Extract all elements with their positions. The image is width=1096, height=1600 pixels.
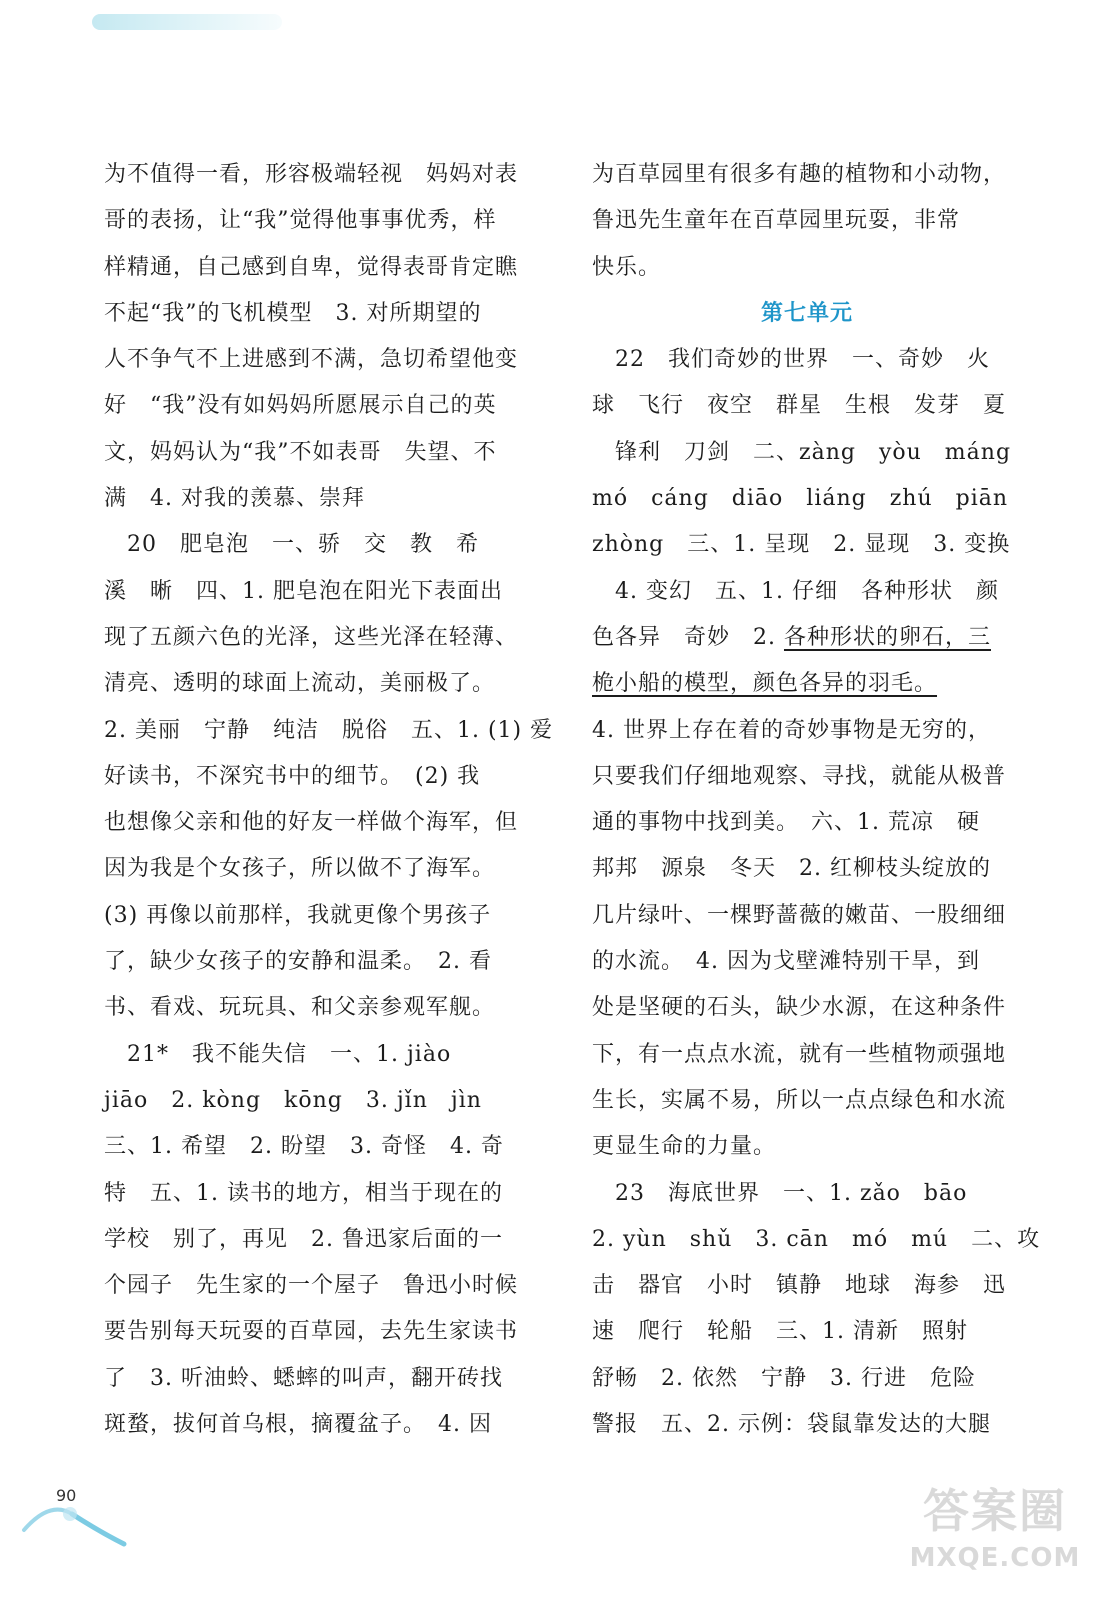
text-line: 学校 别了，再见 2. 鲁迅家后面的一	[104, 1226, 503, 1252]
text-line: 更显生命的力量。	[592, 1134, 777, 1160]
text-line: 鲁迅先生童年在百草园里玩耍，非常	[592, 208, 961, 234]
text-line: 清亮、透明的球面上流动，美丽极了。	[104, 671, 496, 697]
text-line: 锋利 刀剑 二、zàng yòu máng	[592, 439, 1012, 465]
text-line: 了 3. 听油蛉、蟋蟀的叫声，翻开砖找	[104, 1365, 503, 1391]
lesson-20-heading: 20 肥皂泡 一、骄 交 教 希	[104, 532, 479, 558]
watermark-url: MXQE.COM	[909, 1543, 1081, 1573]
header-decoration	[92, 14, 282, 30]
text-line: 也想像父亲和他的好友一样做个海军，但	[104, 810, 519, 836]
text-line: 为不值得一看，形容极端轻视 妈妈对表	[104, 162, 519, 187]
text-line: 三、1. 希望 2. 盼望 3. 奇怪 4. 奇	[104, 1134, 504, 1160]
text-line: 4. 世界上存在着的奇妙事物是无穷的，	[592, 717, 991, 743]
text-span: 色各异 奇妙 2.	[592, 624, 784, 650]
watermark	[900, 1480, 1090, 1590]
text-line: 书、看戏、玩玩具、和父亲参观军舰。	[104, 995, 496, 1021]
text-line: 个园子 先生家的一个屋子 鲁迅小时候	[104, 1273, 519, 1299]
unit-title: 第七单元	[760, 300, 853, 326]
text-line: 文，妈妈认为“我”不如表哥 失望、不	[104, 439, 497, 465]
text-line: 满 4. 对我的羡慕、崇拜	[104, 486, 365, 512]
text-line: 为百草园里有很多有趣的植物和小动物，	[592, 162, 1007, 187]
text-line: 4. 变幻 五、1. 仔细 各种形状 颜	[592, 578, 999, 604]
text-line: 因为我是个女孩子，所以做不了海军。	[104, 856, 496, 882]
text-line: 生长，实属不易，所以一点点绿色和水流	[592, 1087, 1007, 1113]
text-line: 不起“我”的飞机模型 3. 对所期望的	[104, 300, 482, 326]
text-line: zhòng 三、1. 呈现 2. 显现 3. 变换	[592, 532, 1011, 558]
lesson-23-heading: 23 海底世界 一、1. zǎo bāo	[592, 1180, 968, 1206]
text-line: 舒畅 2. 依然 宁静 3. 行进 危险	[592, 1365, 976, 1391]
text-line: 只要我们仔细地观察、寻找，就能从极普	[592, 763, 1007, 789]
text-line: 现了五颜六色的光泽，这些光泽在轻薄、	[104, 624, 519, 650]
underlined-answer-line: 桅小船的模型，颜色各异的羽毛。	[592, 671, 938, 697]
text-line: (3) 再像以前那样，我就更像个男孩子	[104, 902, 492, 928]
text-line: 好 “我”没有如妈妈所愿展示自己的英	[104, 393, 497, 419]
text-line: 球 飞行 夜空 群星 生根 发芽 夏	[592, 393, 1007, 419]
page-number: 90	[56, 1486, 77, 1505]
text-line: 击 器官 小时 镇静 地球 海参 迅	[592, 1273, 1007, 1299]
text-line: jiāo 2. kòng kōng 3. jǐn jìn	[104, 1087, 482, 1113]
text-line: 人不争气不上进感到不满，急切希望他变	[104, 347, 519, 373]
lesson-21-heading: 21* 我不能失信 一、1. jiào	[104, 1041, 452, 1067]
underlined-answer: 各种形状的卵石，三	[783, 624, 991, 650]
text-line: 特 五、1. 读书的地方，相当于现在的	[104, 1180, 503, 1206]
text-line	[592, 615, 1022, 661]
text-line: 几片绿叶、一棵野蔷薇的嫩苗、一股细细	[592, 902, 1007, 928]
text-line: 要告别每天玩耍的百草园，去先生家读书	[104, 1319, 519, 1345]
text-line: 样精通，自己感到自卑，觉得表哥肯定瞧	[104, 254, 519, 280]
text-line: 好读书，不深究书中的细节。 (2) 我	[104, 763, 481, 789]
text-line: 下，有一点点水流，就有一些植物顽强地	[592, 1041, 1007, 1067]
text-line: 2. 美丽 宁静 纯洁 脱俗 五、1. (1) 爱	[104, 717, 554, 743]
lesson-22-heading: 22 我们奇妙的世界 一、奇妙 火	[592, 347, 990, 373]
swoosh-decoration-icon	[20, 1470, 130, 1550]
text-line: 的水流。 4. 因为戈壁滩特别干旱，到	[592, 949, 980, 975]
text-line: 警报 五、2. 示例：袋鼠靠发达的大腿	[592, 1412, 991, 1438]
left-column	[104, 152, 554, 1448]
text-line: 邦邦 源泉 冬天 2. 红柳枝头绽放的	[592, 856, 991, 882]
text-line: 了，缺少女孩子的安静和温柔。 2. 看	[104, 949, 492, 975]
watermark-logo: 答案圈	[923, 1484, 1067, 1538]
text-line: 处是坚硬的石头，缺少水源，在这种条件	[592, 995, 1007, 1021]
text-line: 通的事物中找到美。 六、1. 荒凉 硬	[592, 810, 980, 836]
text-line: 溪 晰 四、1. 肥皂泡在阳光下表面出	[104, 578, 503, 604]
text-line: 哥的表扬，让“我”觉得他事事优秀，样	[104, 208, 497, 234]
right-column	[592, 152, 1041, 1448]
text-line: 2. yùn shǔ 3. cān mó mú 二、攻	[592, 1226, 1041, 1252]
text-line: 速 爬行 轮船 三、1. 清新 照射	[592, 1319, 968, 1345]
text-line: 快乐。	[592, 254, 662, 280]
text-line: 斑蝥，拔何首乌根，摘覆盆子。 4. 因	[104, 1412, 492, 1438]
text-line: mó cáng diāo liáng zhú piān	[592, 486, 1009, 512]
